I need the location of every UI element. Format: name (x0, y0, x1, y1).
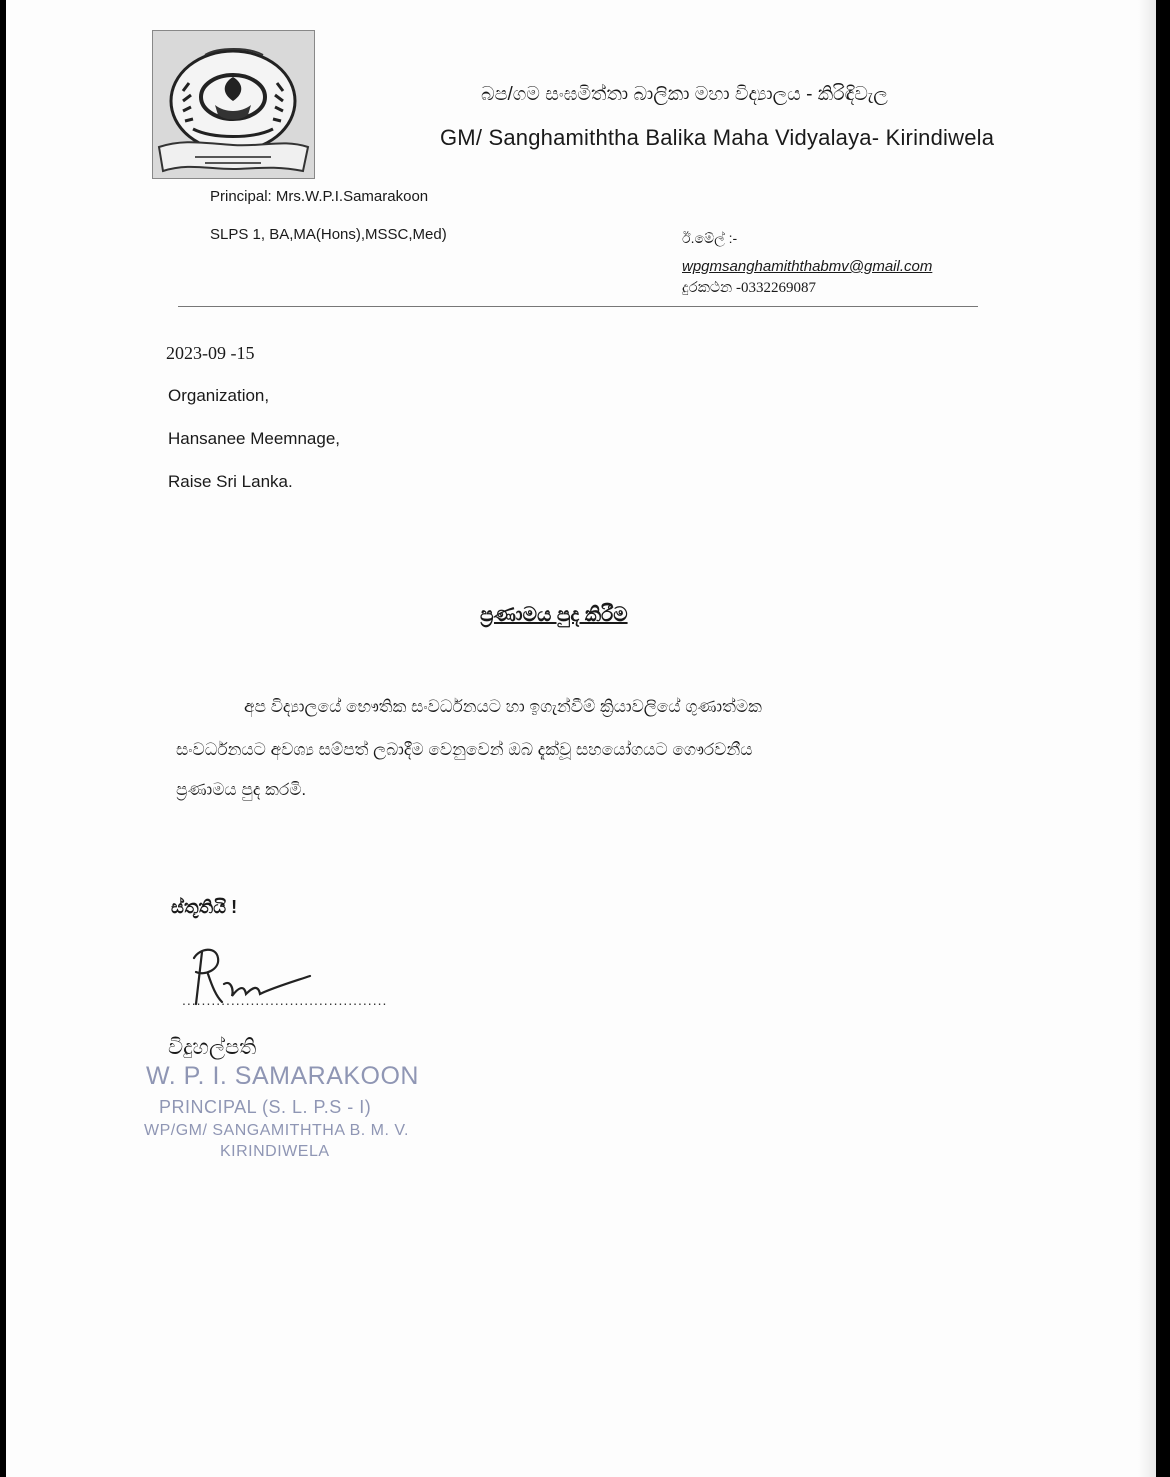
stamp-location: KIRINDIWELA (220, 1143, 330, 1160)
stamp-name: W. P. I. SAMARAKOON (146, 1062, 419, 1090)
signature-line: .......................................... (182, 992, 388, 1008)
signatory-title: විදුහල්පති (168, 1036, 257, 1059)
recipient-line: Hansanee Meemnage, (168, 429, 341, 448)
letter-page (6, 0, 1156, 1477)
closing-thanks: ස්තූතියි ! (171, 897, 238, 917)
principal-qualifications: SLPS 1, BA,MA(Hons),MSSC,Med) (210, 226, 447, 243)
recipient-line: Raise Sri Lanka. (168, 472, 293, 491)
stamp-designation: PRINCIPAL (S. L. P.S - I) (159, 1097, 372, 1117)
body-line: සංවර්ධනයට අවශ්‍ය සම්පත් ලබාදීම වෙනුවෙන් ඔබ දැක්වූ සහයෝගයට ගෞරවනීය (176, 740, 753, 759)
letter-subject: ප්‍රණාමය පුද කිරීම (480, 604, 628, 626)
stamp-school: WP/GM/ SANGAMITHTHA B. M. V. (144, 1122, 409, 1139)
school-name-english: GM/ Sanghamiththa Balika Maha Vidyalaya- Kirindiwela (440, 125, 995, 150)
letter-date: 2023-09 -15 (166, 343, 255, 363)
body-line: ප්‍රණාමය පුද කරමි. (176, 780, 307, 799)
email-address: wpgmsanghamiththabmv@gmail.com (682, 258, 933, 275)
school-name-sinhala: බප/ගම සංඝමිත්තා බාලිකා මහා විද්‍යාලය - කිරිඳිවැල (481, 84, 888, 105)
body-line: අප විද්‍යාලයේ භෞතික සංවර්ධනයට හා ඉගැන්වීම් ක්‍රියාවලියේ ගුණාත්මක (244, 697, 762, 716)
recipient-line: Organization, (168, 386, 270, 405)
school-crest-icon (152, 30, 315, 179)
header-divider (178, 306, 978, 307)
school-crest-svg (153, 31, 314, 178)
page-edge-shadow (1138, 0, 1156, 1477)
principal-name: Principal: Mrs.W.P.I.Samarakoon (210, 188, 429, 205)
email-label: ඊ.මේල් :- (682, 230, 738, 246)
phone-number: දුරකථන -0332269087 (682, 280, 816, 296)
